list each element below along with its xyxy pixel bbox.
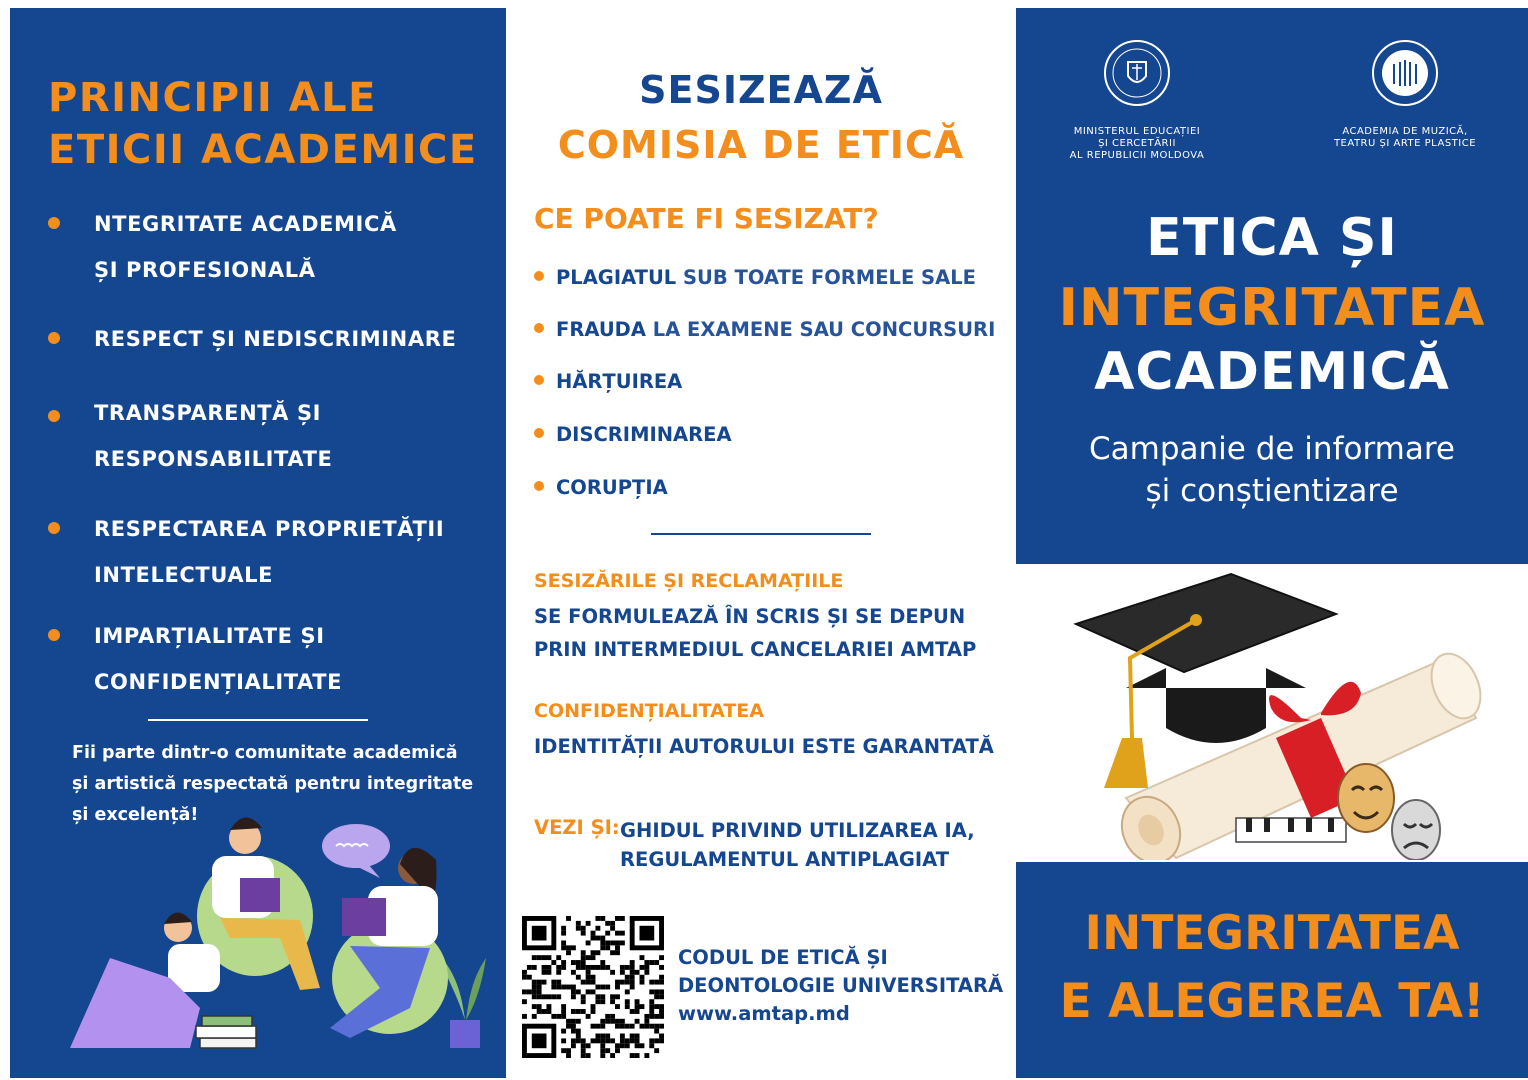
principle-text: RESPONSABILITATE <box>94 447 333 471</box>
piano-keys-icon <box>1236 818 1346 842</box>
report-panel <box>506 8 1016 1078</box>
cover-subtitle <box>1016 428 1528 512</box>
cover-title-line3: ACADEMICĂ <box>1094 342 1450 402</box>
website-link[interactable]: www.amtap.md <box>678 1002 850 1025</box>
complaints-line: SE FORMULEAZĂ ÎN SCRIS ȘI SE DEPUN <box>534 605 966 628</box>
ministry-seal-icon <box>1102 38 1172 108</box>
cover-panel <box>1016 8 1528 564</box>
caption-line: ACADEMIA DE MUZICĂ, <box>1342 126 1468 137</box>
subtitle-line: Campanie de informare <box>1089 431 1455 467</box>
note-line: și excelență! <box>72 805 199 825</box>
bullet-dot <box>534 375 544 385</box>
cover-image-area <box>1016 564 1528 862</box>
principle-text: IMPARȚIALITATE ȘI <box>94 624 325 648</box>
report-title-line2: COMISIA DE ETICĂ <box>557 123 965 167</box>
principle-text: NTEGRITATE ACADEMICĂ <box>94 212 397 236</box>
principle-text: INTELECTUALE <box>94 563 274 587</box>
plant-icon <box>442 958 486 1048</box>
principles-title <box>48 72 488 176</box>
bullet-dot <box>48 217 60 229</box>
bullet-dot <box>48 332 60 344</box>
antiplagiarism-regulation-link[interactable]: REGULAMENTUL ANTIPLAGIAT <box>620 848 950 871</box>
offense-strong: PLAGIATUL <box>556 266 677 289</box>
bullet-dot <box>48 522 60 534</box>
cover-title-line2: INTEGRITATEA <box>1058 278 1486 338</box>
caption-line: TEATRU ȘI ARTE PLASTICE <box>1333 138 1477 149</box>
principles-title-line2: ETICII ACADEMICE <box>48 127 478 173</box>
offense-strong: FRAUDA <box>556 318 646 341</box>
confidentiality-text: IDENTITĂȚII AUTORULUI ESTE GARANTATĂ <box>534 735 994 758</box>
principle-text: TRANSPARENȚĂ ȘI <box>94 401 322 425</box>
bullet-dot <box>48 410 60 422</box>
offense-strong: HĂRȚUIREA <box>556 370 683 393</box>
complaints-line: PRIN INTERMEDIUL CANCELARIEI AMTAP <box>534 638 977 661</box>
graduation-cap-diploma-illustration <box>1066 568 1496 860</box>
subtitle-line: și conștientizare <box>1145 473 1399 509</box>
confidentiality-heading: CONFIDENȚIALITATEA <box>534 700 764 722</box>
offense-rest: LA EXAMENE SAU CONCURSURI <box>645 318 996 341</box>
bullet-dot <box>534 271 544 281</box>
speech-bubble-icon <box>322 824 390 878</box>
bullet-dot <box>534 323 544 333</box>
see-also-label: VEZI ȘI: <box>534 816 620 839</box>
note-line: Fii parte dintr-o comunitate academică <box>72 743 458 763</box>
note-line: și artistică respectată pentru integritate <box>72 774 474 794</box>
caption-line: ȘI CERCETĂRII <box>1098 138 1176 149</box>
complaints-heading: SESIZĂRILE ȘI RECLAMAȚIILE <box>534 570 844 592</box>
offense-item <box>534 370 682 393</box>
divider <box>651 533 871 535</box>
offense-item <box>534 476 668 499</box>
bullet-dot <box>534 428 544 438</box>
see-also-text <box>620 816 1010 874</box>
report-question: CE POATE FI SESIZAT? <box>534 202 879 235</box>
ethics-code-info <box>678 944 1018 1028</box>
slogan-line1: INTEGRITATEA <box>1084 906 1460 961</box>
slogan-panel <box>1016 862 1528 1078</box>
academy-caption <box>1320 126 1490 150</box>
ministry-caption <box>1062 126 1212 162</box>
caption-line: MINISTERUL EDUCAȚIEI <box>1073 126 1201 137</box>
complaints-text <box>534 600 1004 666</box>
theatre-masks-icon <box>1338 764 1440 860</box>
divider <box>148 719 368 721</box>
qr-code-icon[interactable] <box>522 916 664 1058</box>
principle-text: RESPECTAREA PROPRIETĂȚII <box>94 517 445 541</box>
principle-text: ȘI PROFESIONALĂ <box>94 258 316 282</box>
bullet-dot <box>48 629 60 641</box>
offense-strong: CORUPȚIA <box>556 476 668 499</box>
academy-seal-icon <box>1370 38 1440 108</box>
cover-title-line1: ETICA ȘI <box>1146 208 1398 268</box>
principles-title-line1: PRINCIPII ALE <box>48 75 377 121</box>
principles-panel <box>10 8 506 1078</box>
students-reading-illustration <box>50 808 490 1068</box>
offense-item <box>534 266 976 289</box>
report-title-line1: SESIZEAZĂ <box>639 68 883 112</box>
caption-line: AL REPUBLICII MOLDOVA <box>1069 150 1205 161</box>
offense-rest: SUB TOATE FORMELE SALE <box>676 266 976 289</box>
slogan-line2: E ALEGEREA TA! <box>1059 974 1485 1029</box>
principle-text: RESPECT ȘI NEDISCRIMINARE <box>94 327 457 351</box>
bullet-dot <box>534 481 544 491</box>
principle-text: CONFIDENȚIALITATE <box>94 670 343 694</box>
code-line: CODUL DE ETICĂ ȘI <box>678 946 888 969</box>
ai-guide-link[interactable]: GHIDUL PRIVIND UTILIZAREA IA, <box>620 819 975 842</box>
offense-item <box>534 423 732 446</box>
code-line: DEONTOLOGIE UNIVERSITARĂ <box>678 974 1004 997</box>
offense-strong: DISCRIMINAREA <box>556 423 732 446</box>
offense-item <box>534 318 995 341</box>
